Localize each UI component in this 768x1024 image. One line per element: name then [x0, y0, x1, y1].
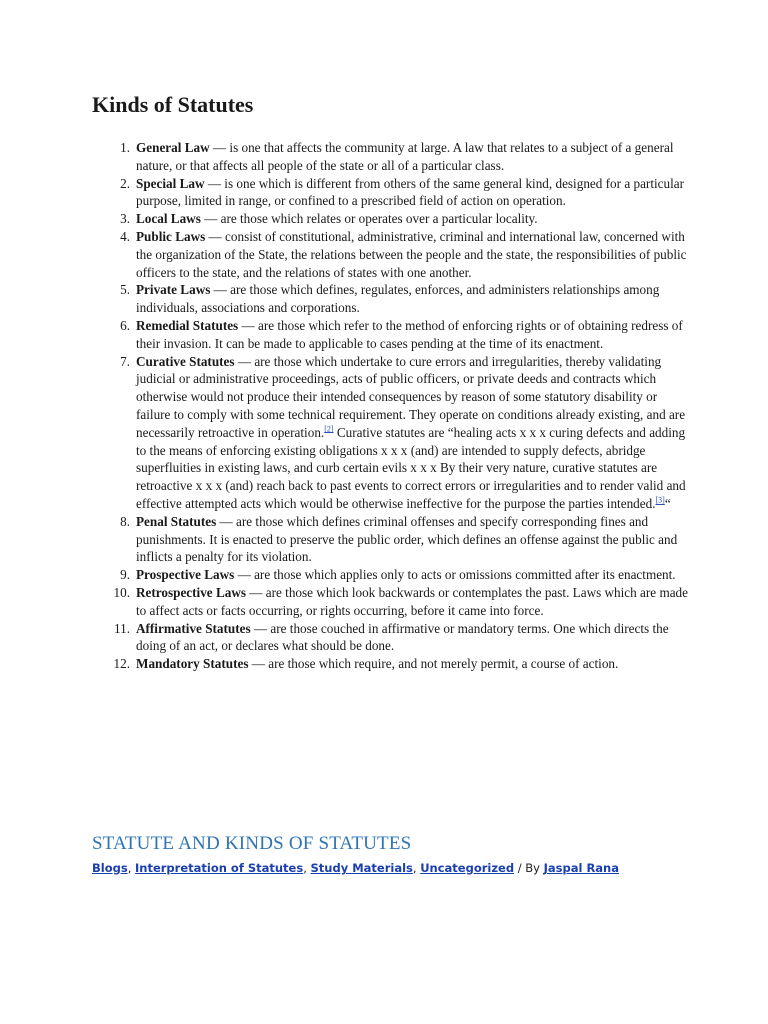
footnote-link[interactable]: [3] [655, 495, 665, 505]
list-item [92, 620, 692, 656]
item-term: Remedial Statutes [136, 317, 239, 333]
list-item [92, 353, 692, 513]
item-text: — consist of constitutional, administrative, criminal and international law, concerned with the organization of the State, the relations between the people and the state, the responsibilities of public officers to the state, and the relations of states with one another. [136, 228, 687, 280]
list-item [92, 210, 692, 228]
item-term: Retrospective Laws [136, 584, 246, 600]
item-term: Penal Statutes [136, 513, 217, 529]
statutes-list [92, 139, 692, 673]
list-item [92, 139, 692, 175]
page-title: Kinds of Statutes [92, 92, 254, 117]
list-item [92, 655, 692, 673]
item-text: — are those which undertake to cure errors and irregularities, thereby validating judicial or administrative proceedings, acts of public officers, or private deeds and contracts which otherwise would not produce their intended consequences by reason of some statutory disability or failure to comply with some technical requirement. They operate on conditions already existing, and are necessarily retroactive in operation. [136, 353, 686, 440]
item-term: Local Laws [136, 211, 201, 227]
item-number: 1. [120, 140, 130, 155]
category-link-interpretation[interactable]: Interpretation of Statutes [135, 861, 304, 875]
item-term: Mandatory Statutes [136, 656, 249, 672]
item-term: Private Laws [136, 282, 211, 298]
item-text: — are those which defines criminal offenses and specify corresponding fines and punishments. It is enacted to preserve the public order, which defines an offense against the public and inflicts a penalty for its violation. [136, 513, 678, 565]
item-number: 2. [120, 175, 130, 191]
item-number: 10. [113, 584, 130, 600]
footnote-link[interactable]: [2] [324, 424, 334, 434]
item-text: — are those which applies only to acts or omissions committed after its enactment. [234, 567, 676, 583]
item-text: — is one that affects the community at large. A law that relates to a subject of a general nature, or that affects all people of the state or all of a particular class. [136, 140, 674, 173]
section-heading: STATUTE AND KINDS OF STATUTES [92, 833, 412, 854]
item-term: General Law [136, 140, 210, 155]
item-term: Prospective Laws [136, 567, 235, 583]
item-text: — are those which refer to the method of enforcing rights or of obtaining redress of their invasion. It can be made to applicable to cases pending at the time of its enactment. [136, 317, 683, 351]
list-item [92, 281, 692, 317]
item-number: 11. [114, 620, 130, 636]
item-text: — are those which require, and not merely permit, a course of action. [248, 656, 619, 672]
item-number: 3. [120, 211, 130, 227]
item-number: 7. [120, 353, 130, 369]
category-link-study-materials[interactable]: Study Materials [310, 861, 413, 875]
separator: , [303, 861, 311, 875]
list-item [92, 317, 692, 353]
separator: , [127, 861, 135, 875]
item-text: — are those which look backwards or contemplates the past. Laws which are made to affect acts or facts occurring, or rights occurring, before it came into force. [136, 584, 689, 618]
item-number: 12. [113, 656, 130, 672]
item-term: Special Law [136, 175, 205, 191]
item-term: Public Laws [136, 228, 206, 244]
item-text: — is one which is different from others of the same general kind, designed for a particular purpose, limited in range, or confined to a prescribed field of action on operation. [136, 175, 684, 209]
list-item [92, 566, 692, 584]
item-number: 4. [120, 228, 130, 244]
list-item [92, 228, 692, 281]
item-text: Curative statutes are “healing acts x x x curing defects and adding to the means of enforcing existing obligations x x x (and) are intended to supply defects, abridge superfluities in existing laws, and curb certain evils x x x By their very nature, curative statutes are retroactive x x x (and) reach back to past events to correct errors or irregularities and to render valid and effective attempted acts which would be otherwise ineffective for the purpose the parties intended. [136, 424, 686, 511]
item-number: 9. [120, 567, 130, 583]
item-number: 5. [120, 282, 130, 298]
item-term: Affirmative Statutes [136, 620, 251, 636]
post-meta [92, 861, 619, 875]
item-number: 8. [120, 513, 130, 529]
list-item [92, 584, 692, 620]
item-text: — are those couched in affirmative or mandatory terms. One which directs the doing of an act, or declares what should be done. [136, 620, 669, 654]
list-item [92, 175, 692, 211]
item-text: — are those which defines, regulates, enforces, and administers relationships among individuals, associations and corporations. [136, 282, 660, 316]
item-text: — are those which relates or operates over a particular locality. [200, 211, 538, 227]
list-item [92, 513, 692, 566]
separator: , [412, 861, 421, 875]
category-link-uncategorized[interactable]: Uncategorized [420, 861, 515, 875]
by-label: / By [514, 861, 544, 875]
item-number: 6. [120, 317, 130, 333]
category-link-blogs[interactable]: Blogs [92, 861, 128, 875]
closing-quote: “ [664, 495, 671, 511]
author-link[interactable]: Jaspal Rana [543, 861, 620, 875]
item-term: Curative Statutes [136, 353, 235, 369]
